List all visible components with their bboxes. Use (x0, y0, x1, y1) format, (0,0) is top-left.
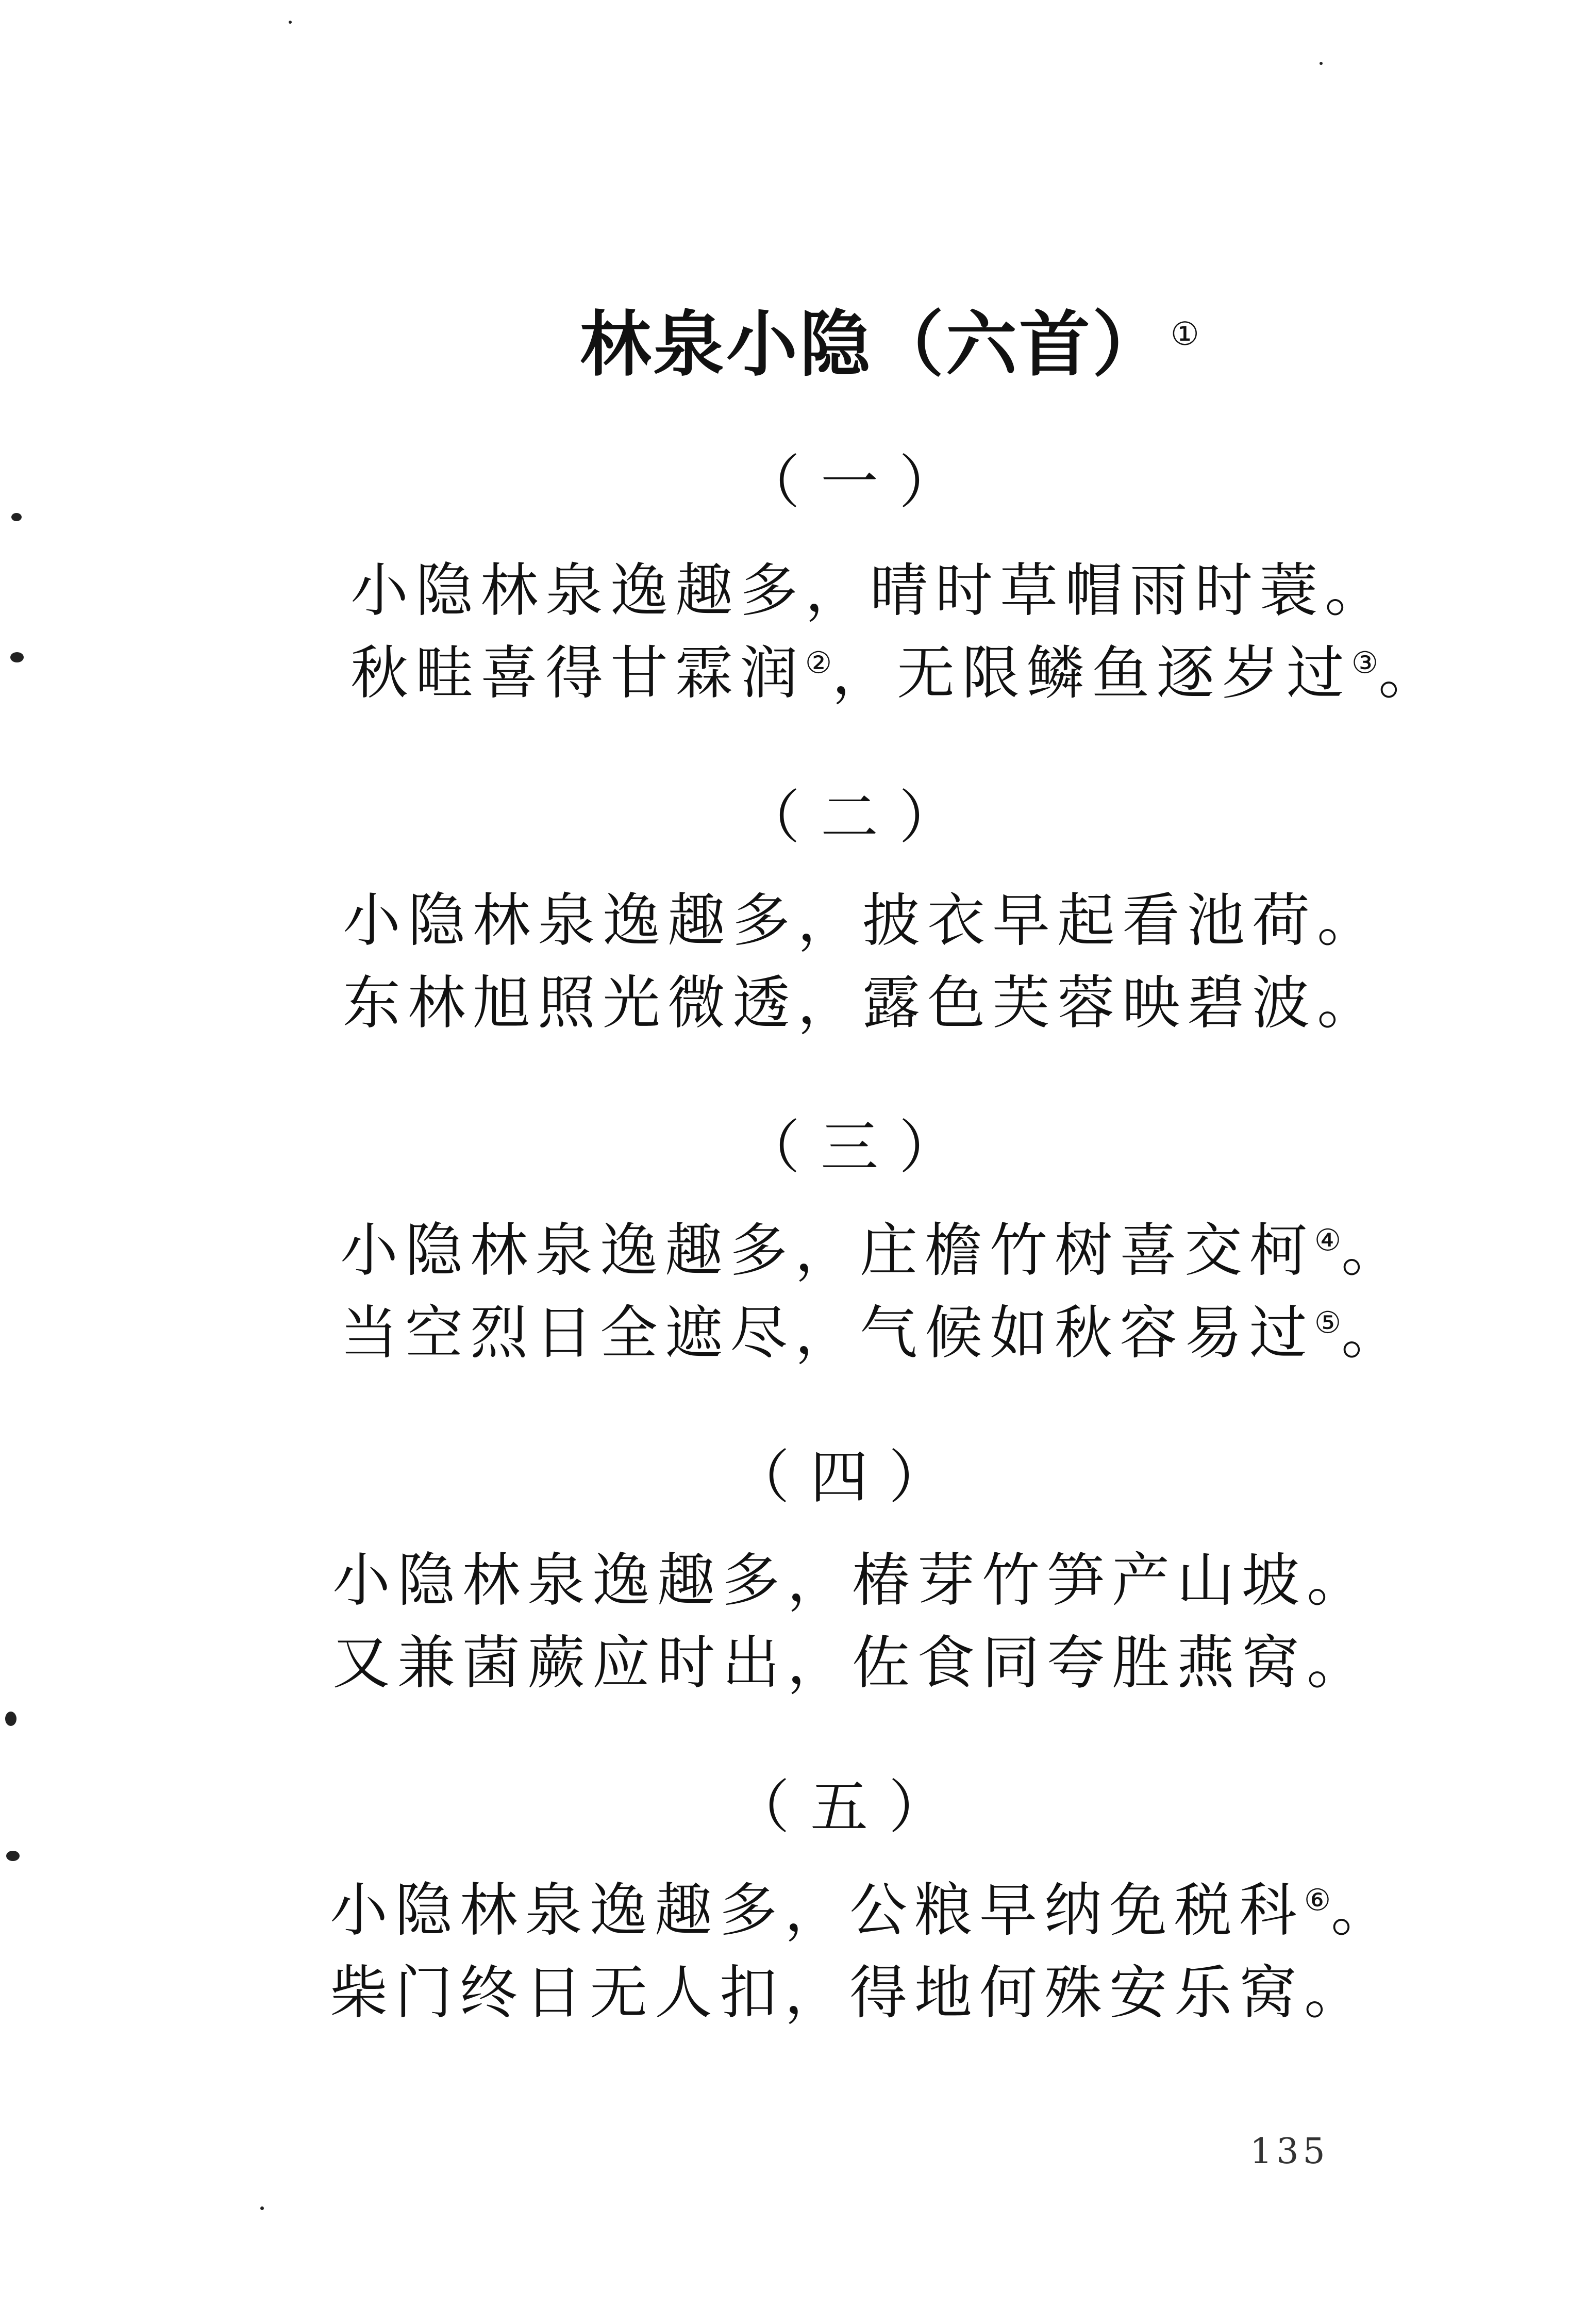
line-text-tail: 。 (1341, 1300, 1406, 1367)
poem-line-3-2 (340, 1300, 1406, 1367)
poem-line-3-1 (340, 1217, 1406, 1284)
scan-speck (1320, 62, 1323, 65)
line-text: 小隐林泉逸趣多，庄檐竹树喜交柯 (340, 1217, 1314, 1284)
scan-speck (10, 652, 24, 662)
line-text-tail: ，无限鳞鱼逐岁过 (832, 640, 1351, 707)
line-text: 小隐林泉逸趣多，晴时草帽雨时蓑。 (350, 557, 1390, 624)
poem-line-5-2 (330, 1960, 1369, 2027)
line-text: 小隐林泉逸趣多，椿芽竹笋产山坡。 (332, 1547, 1372, 1614)
footnote-marker: ② (805, 645, 832, 680)
section-heading-3: （三） (742, 1114, 977, 1181)
footnote-marker: ④ (1314, 1222, 1341, 1258)
poem-line-4-1 (332, 1547, 1372, 1614)
footnote-marker: ③ (1351, 645, 1378, 680)
line-text: 当空烈日全遮尽，气候如秋容易过 (340, 1300, 1314, 1367)
scan-speck (289, 21, 292, 24)
line-text: 又兼菌蕨应时出，佐食同夸胜燕窝。 (332, 1630, 1372, 1697)
section-heading-2: （二） (742, 784, 977, 851)
section-heading-5: （五） (732, 1774, 967, 1841)
poem-line-1-1 (350, 557, 1390, 624)
scan-speck (6, 1851, 20, 1861)
line-text-tail: 。 (1331, 1877, 1396, 1944)
footnote-marker: ⑤ (1314, 1305, 1341, 1340)
line-text-tail: 。 (1378, 640, 1443, 707)
poem-line-5-1 (330, 1877, 1396, 1944)
line-text: 柴门终日无人扣，得地何殊安乐窝。 (330, 1960, 1369, 2027)
poem-title-text: 林泉小隐（六首） (580, 303, 1166, 386)
line-text: 小隐林泉逸趣多，披衣早起看池荷。 (343, 887, 1382, 954)
poem-line-4-2 (332, 1630, 1372, 1697)
section-heading-1: （一） (742, 449, 977, 516)
line-text-tail: 。 (1341, 1217, 1406, 1284)
poem-title (580, 303, 1201, 386)
poem-line-2-1 (343, 887, 1382, 954)
line-text: 秋畦喜得甘霖润 (350, 640, 805, 707)
scan-speck (260, 2206, 264, 2210)
poem-line-2-2 (343, 970, 1382, 1037)
scan-speck (5, 1712, 16, 1726)
line-text: 小隐林泉逸趣多，公粮早纳免税科 (330, 1877, 1304, 1944)
title-footnote-marker: ① (1171, 315, 1201, 353)
page-number: 135 (1250, 2131, 1329, 2172)
line-text: 东林旭照光微透，露色芙蓉映碧波。 (343, 970, 1382, 1037)
poem-line-1-2 (350, 640, 1443, 707)
footnote-marker: ⑥ (1304, 1882, 1331, 1918)
scan-speck (11, 513, 22, 521)
section-heading-4: （四） (732, 1444, 967, 1511)
